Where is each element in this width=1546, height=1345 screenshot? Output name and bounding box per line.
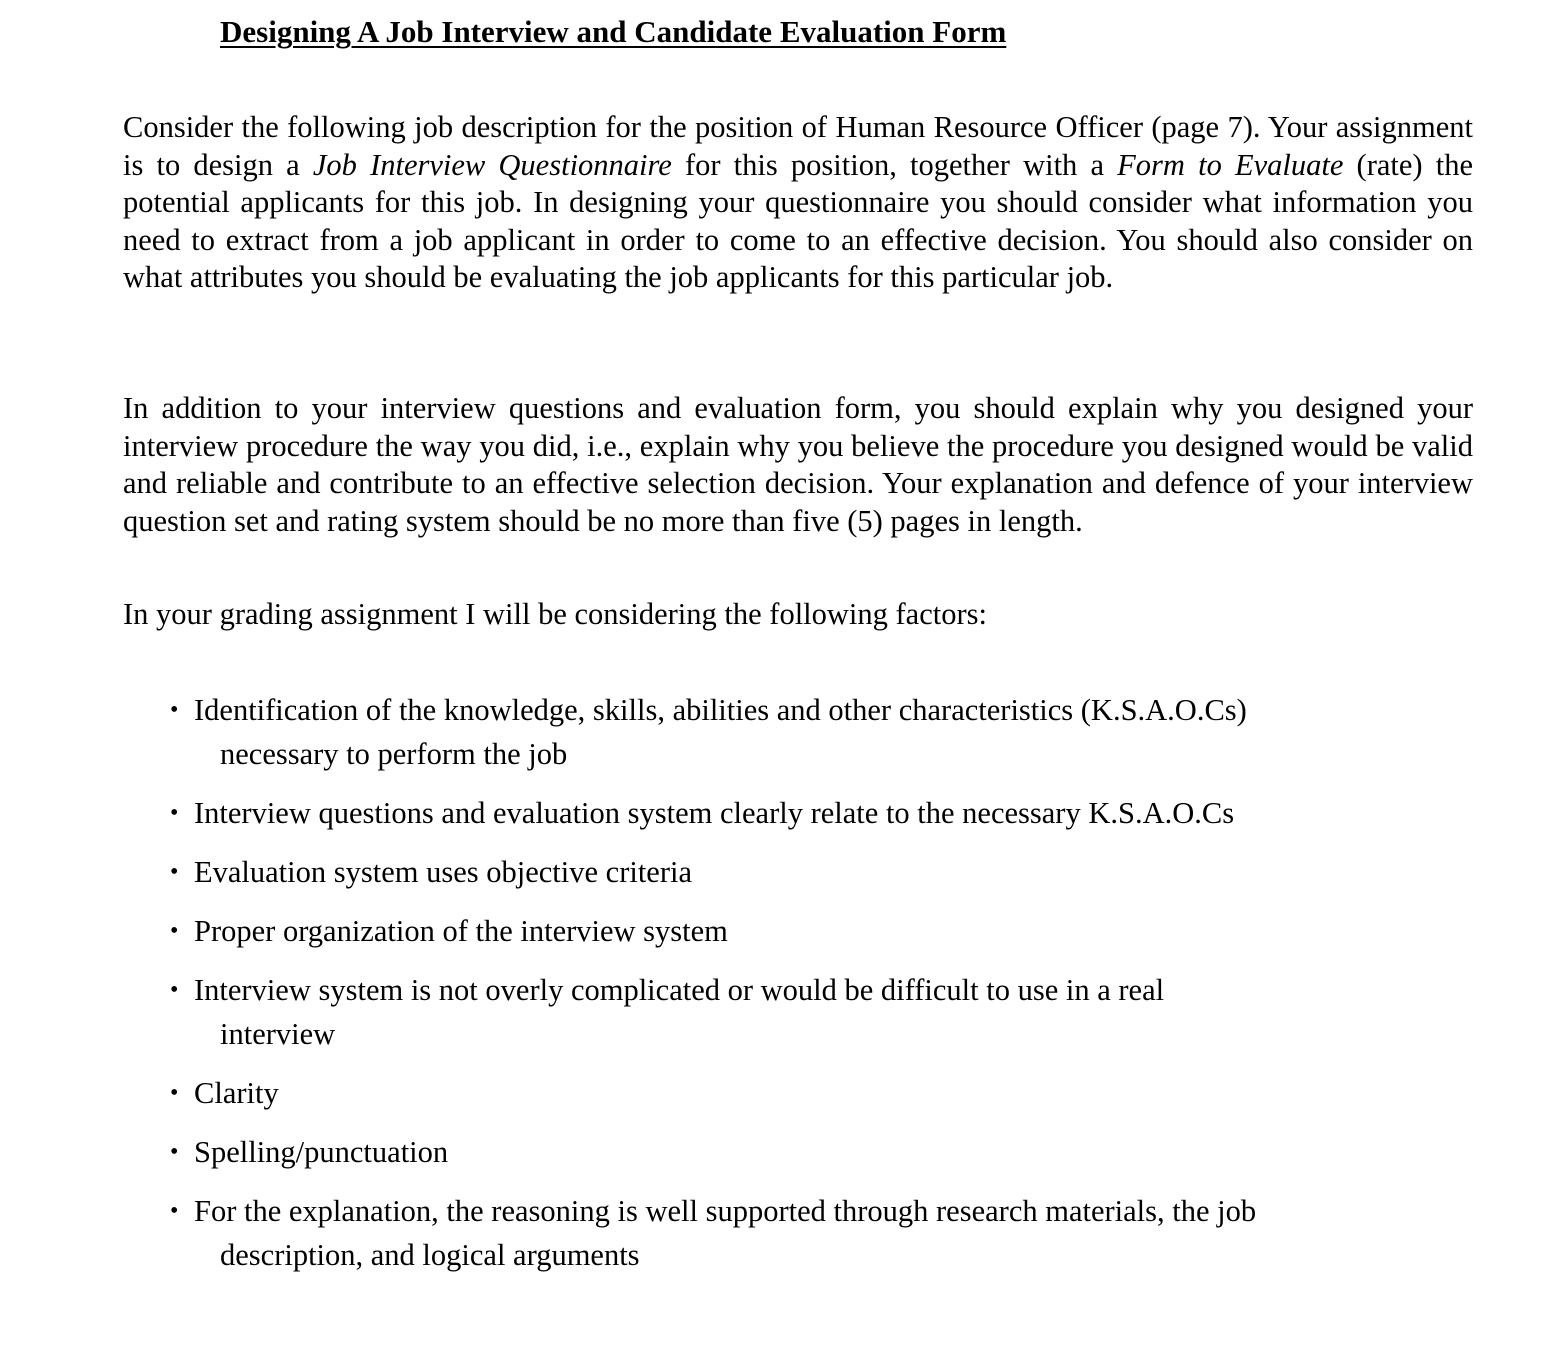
factor-line-2: description, and logical arguments <box>220 1238 640 1272</box>
factor-line-1: Evaluation system uses objective criteria <box>194 855 693 889</box>
grading-factors-list <box>170 688 1370 1292</box>
document-title: Designing A Job Interview and Candidate Evaluation Form <box>220 14 1007 49</box>
list-item <box>170 1071 1370 1115</box>
factor-line-1: Identification of the knowledge, skills, abilities and other characteristics (K.S.A.O.Cs) <box>194 693 1247 727</box>
factor-line-1: Spelling/punctuation <box>194 1135 449 1169</box>
intro-text-3: (rate) the potential applicants for this job. In designing your questionnaire you should consider what information you need to extract from a job applicant in order to come to an effective decision. You should also consider on what attributes you should be evaluating the job applicants for this particular job. <box>123 147 1473 294</box>
list-item <box>170 791 1370 835</box>
bullet-icon: • <box>170 1139 179 1165</box>
list-item <box>170 1189 1370 1277</box>
bullet-icon: • <box>170 1198 179 1224</box>
grading-intro-paragraph: In your grading assignment I will be considering the following factors: <box>123 597 987 631</box>
factor-line-2: interview <box>220 1017 336 1051</box>
intro-paragraph <box>123 109 1473 297</box>
bullet-icon: • <box>170 859 179 885</box>
list-item <box>170 850 1370 894</box>
list-item <box>170 968 1370 1056</box>
bullet-icon: • <box>170 800 179 826</box>
explanation-paragraph: In addition to your interview questions and evaluation form, you should explain why you designed your interview procedure the way you did, i.e., explain why you believe the procedure you designed would be valid and reliable and contribute to an effective selection decision. Your explanation and defence of your interview question set and rating system should be no more than five (5) pages in length. <box>123 391 1473 538</box>
list-item <box>170 688 1370 776</box>
factor-line-1: For the explanation, the reasoning is well supported through research materials, the job <box>194 1194 1257 1228</box>
list-item <box>170 1130 1370 1174</box>
bullet-icon: • <box>170 697 179 723</box>
factor-line-1: Proper organization of the interview system <box>194 914 728 948</box>
intro-text-1: Consider the following job description for the position of Human Resource Officer (page 7). Your assignment is to design a <box>123 110 1473 182</box>
factor-line-1: Interview questions and evaluation system clearly relate to the necessary K.S.A.O.Cs <box>194 796 1235 830</box>
factor-line-2: necessary to perform the job <box>220 737 568 771</box>
bullet-icon: • <box>170 918 179 944</box>
bullet-icon: • <box>170 977 179 1003</box>
factor-line-1: Interview system is not overly complicated or would be difficult to use in a real <box>194 973 1165 1007</box>
intro-text-2: for this position, together with a <box>671 147 1118 182</box>
intro-emphasis-questionnaire: Job Interview Questionnaire <box>312 147 672 182</box>
factor-line-1: Clarity <box>194 1076 279 1110</box>
bullet-icon: • <box>170 1080 179 1106</box>
list-item <box>170 909 1370 953</box>
intro-emphasis-form: Form to Evaluate <box>1117 147 1344 182</box>
